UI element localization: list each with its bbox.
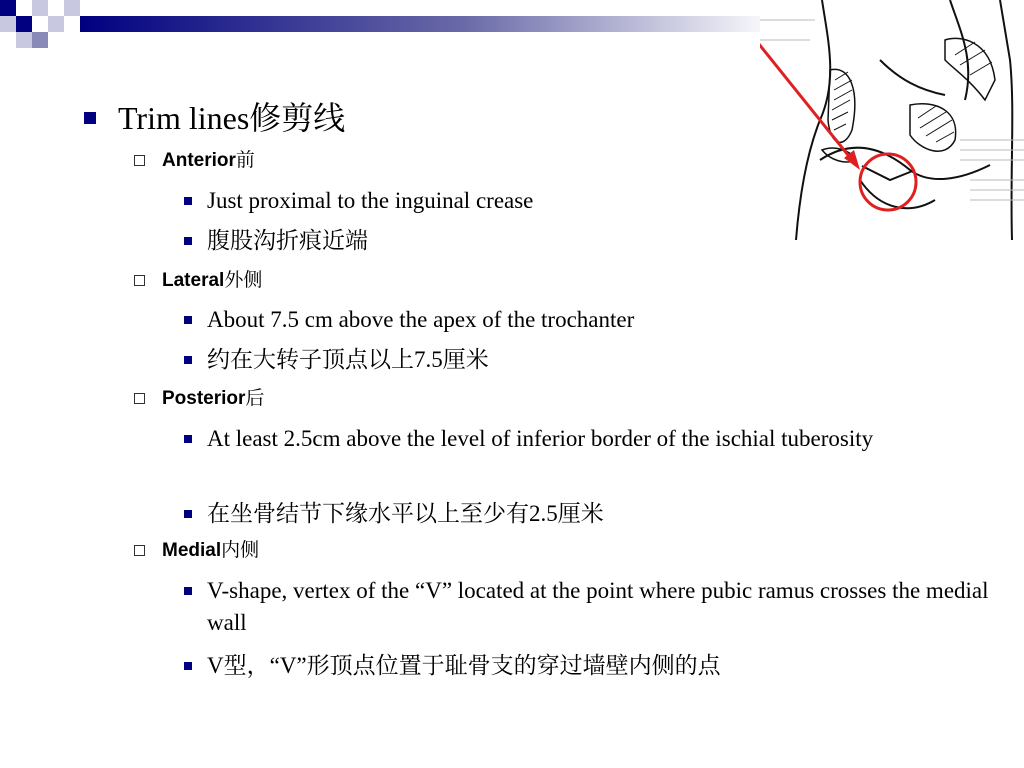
item-bullet (184, 197, 192, 205)
section-heading-lateral-cn: 外侧 (224, 269, 263, 291)
section-bullet-lateral (134, 275, 145, 286)
section-heading-anterior-en: Anterior (162, 150, 236, 171)
item-bullet (184, 510, 192, 518)
item-bullet (184, 662, 192, 670)
slide-title: Trim lines修剪线 (118, 100, 346, 136)
section-bullet-posterior (134, 393, 145, 404)
item-bullet (184, 356, 192, 364)
section-heading-medial (162, 538, 259, 563)
section-heading-anterior (162, 148, 255, 173)
section-heading-posterior-cn: 后 (245, 387, 265, 409)
section-heading-posterior (162, 386, 264, 411)
list-item: 约在大转子顶点以上7.5厘米 (207, 347, 489, 372)
item-bullet (184, 316, 192, 324)
section-heading-posterior-en: Posterior (162, 388, 246, 409)
list-item: Just proximal to the inguinal crease (207, 188, 534, 213)
title-bullet-square (84, 112, 96, 124)
item-bullet (184, 587, 192, 595)
section-heading-anterior-cn: 前 (235, 149, 255, 171)
list-item: About 7.5 cm above the apex of the trochanter (207, 307, 635, 332)
section-bullet-medial (134, 545, 145, 556)
section-bullet-anterior (134, 155, 145, 166)
section-heading-medial-cn: 内侧 (221, 539, 260, 561)
section-heading-lateral (162, 268, 262, 293)
section-heading-lateral-en: Lateral (162, 270, 225, 291)
list-item: V型，“V”形顶点位置于耻骨支的穿过墙壁内侧的点 (207, 653, 721, 678)
list-item: 腹股沟折痕近端 (207, 228, 368, 253)
item-bullet (184, 237, 192, 245)
item-bullet (184, 435, 192, 443)
section-heading-medial-en: Medial (162, 540, 222, 561)
list-item: V-shape, vertex of the “V” located at the point where pubic ramus crosses the medial wall (207, 578, 989, 635)
list-item: 在坐骨结节下缘水平以上至少有2.5厘米 (207, 501, 604, 526)
list-item: At least 2.5cm above the level of inferior border of the ischial tuberosity (207, 426, 874, 451)
